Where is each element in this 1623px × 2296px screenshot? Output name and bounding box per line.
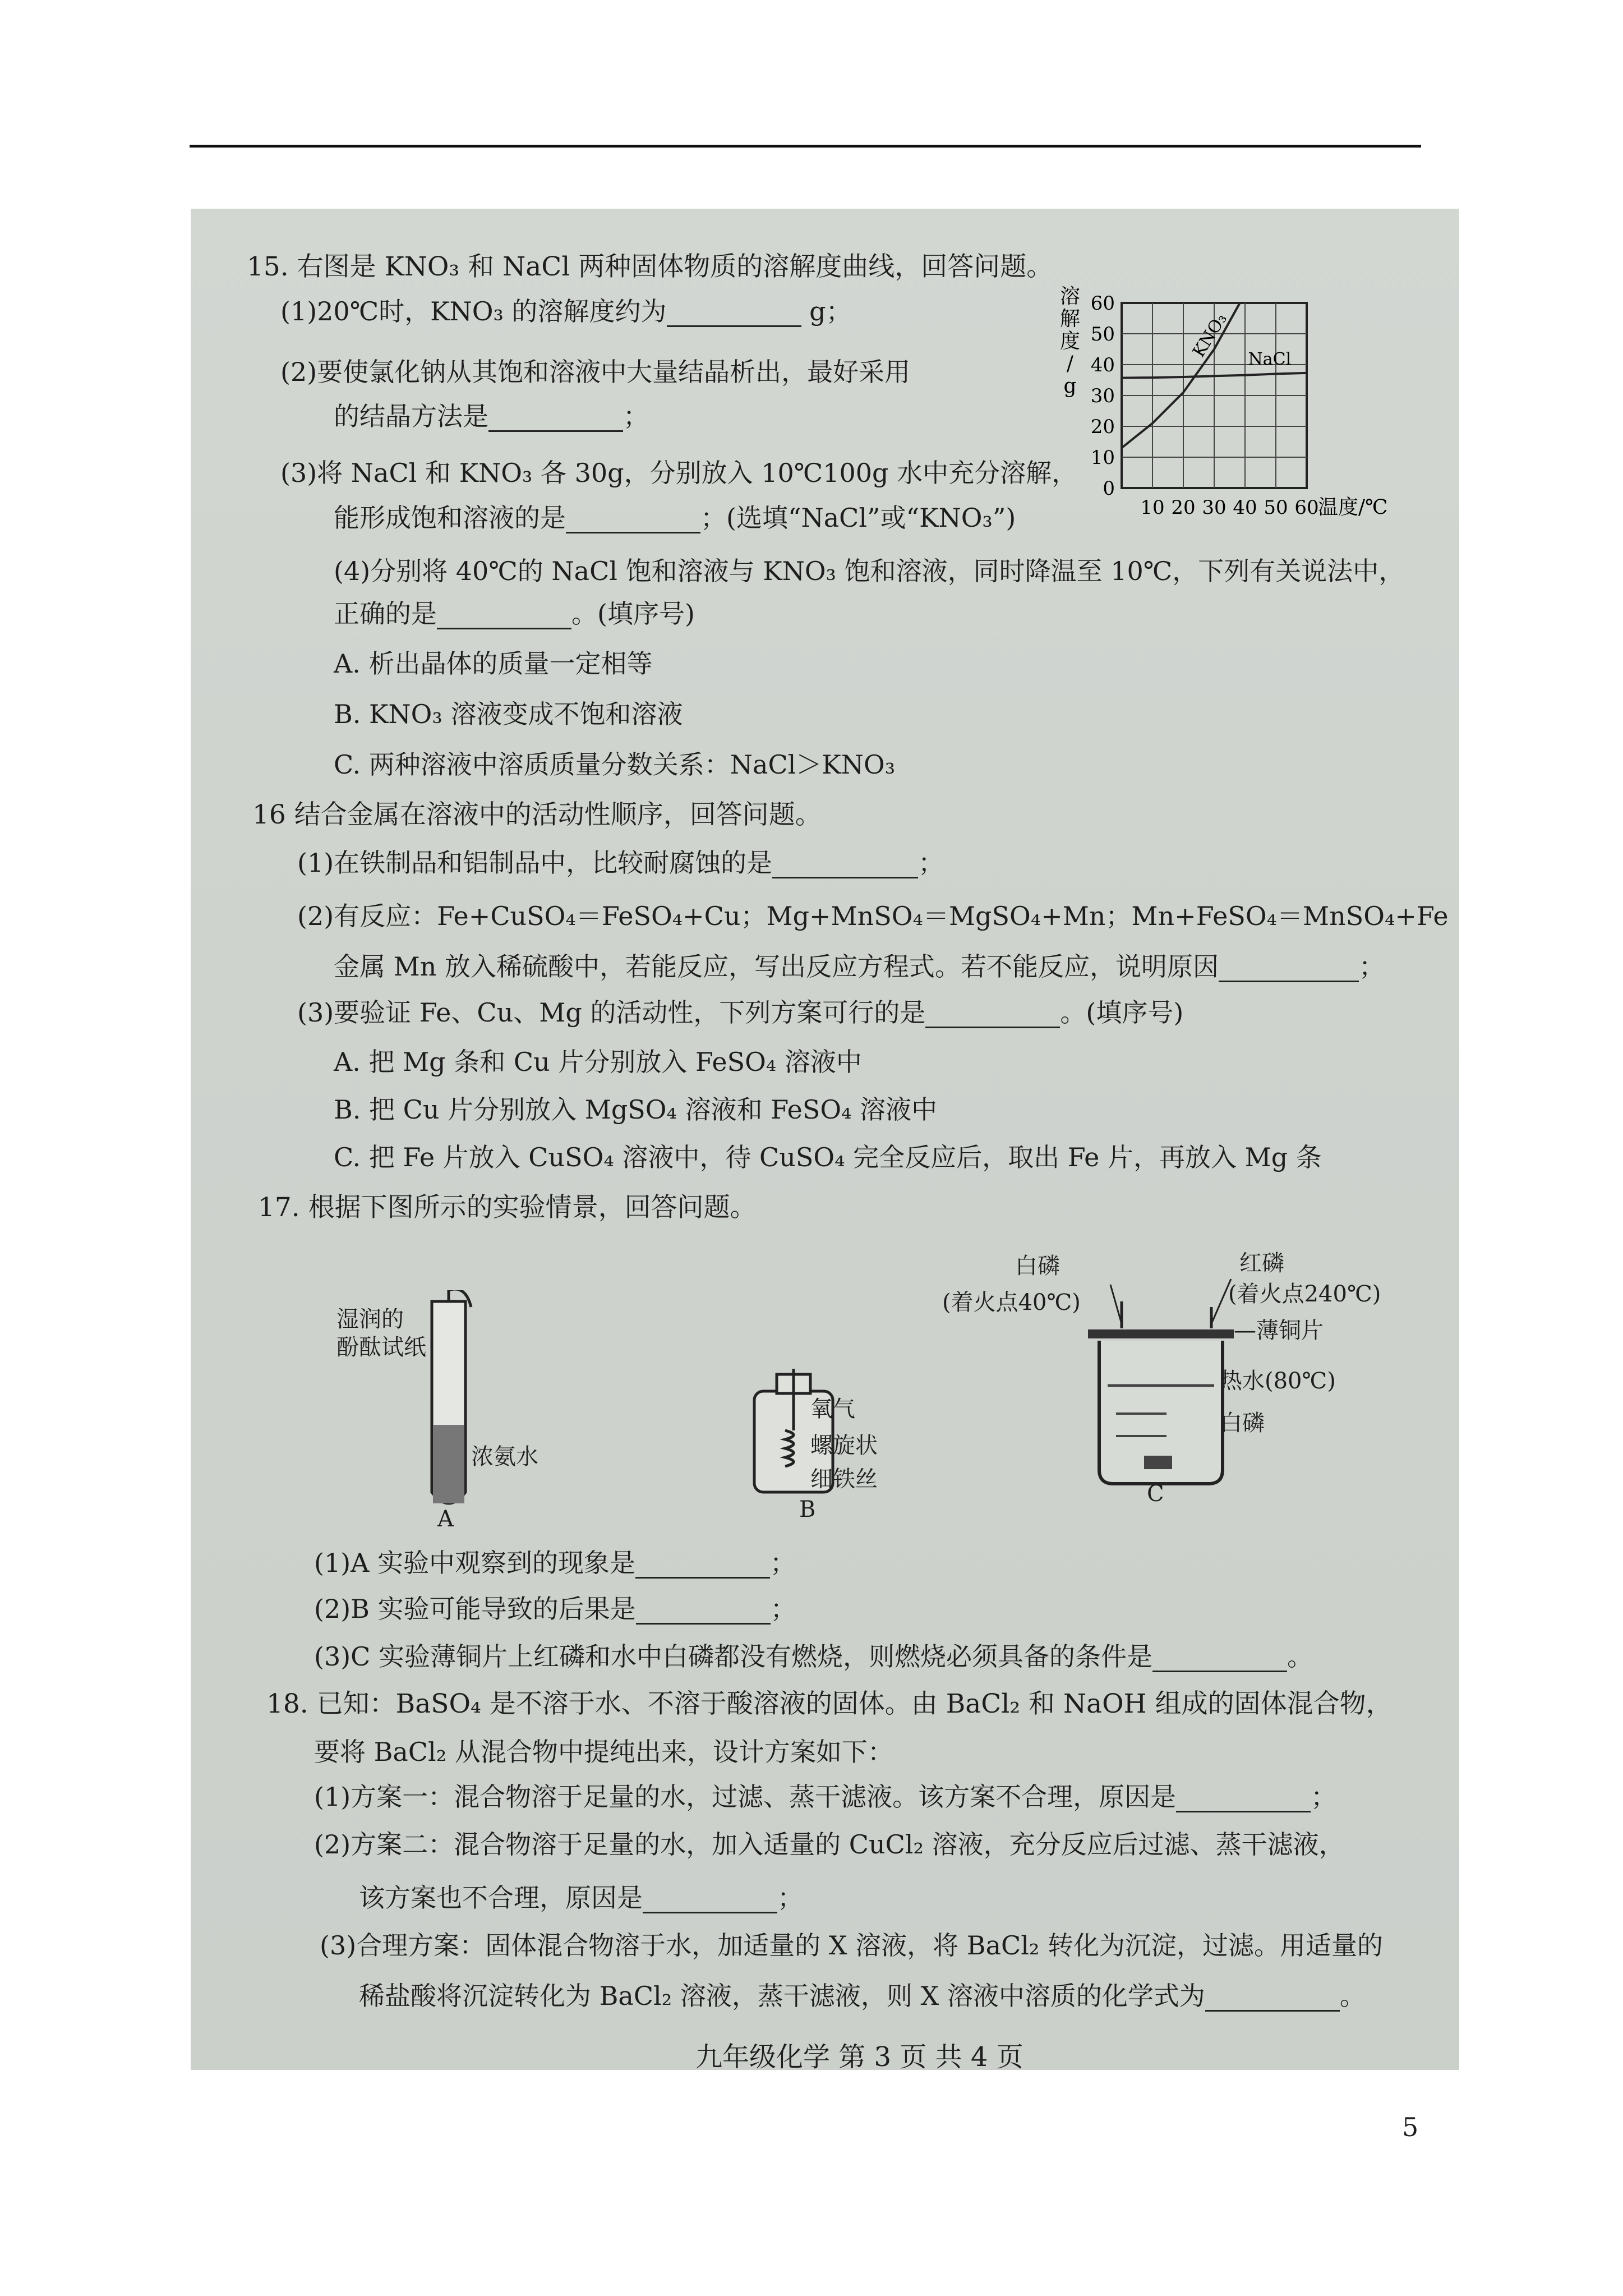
fig-b-caption: B: [799, 1497, 816, 1522]
fig-b-label-3: 细铁丝: [810, 1466, 878, 1492]
q18-stem: 18. 已知：BaSO₄ 是不溶于水、不溶于酸溶液的固体。由 BaCl₂ 和 NaOH 组成的固体混合物，: [266, 1688, 1393, 1719]
fig-a-label-2: 酚酞试纸: [336, 1335, 426, 1360]
fig-a-caption: A: [437, 1506, 454, 1532]
q17-part3: (3)C 实验薄铜片上红磷和水中白磷都没有燃烧，则燃烧必须具备的条件是 。: [314, 1641, 1313, 1672]
answer-blank[interactable]: [566, 509, 700, 533]
answer-blank[interactable]: [636, 1600, 771, 1625]
q15-option-a: A. 析出晶体的质量一定相等: [334, 648, 653, 679]
fig-c-red-p: 红磷: [1239, 1250, 1284, 1276]
answer-blank[interactable]: [643, 1889, 777, 1913]
answer-blank[interactable]: [488, 408, 623, 432]
fig-b-label-2: 螺旋状: [810, 1433, 878, 1458]
q15-part2: (2)要使氯化钠从其饱和溶液中大量结晶析出，最好采用: [280, 357, 911, 387]
chart-ylabel: 度: [1059, 330, 1081, 353]
q16-stem: 16 结合金属在溶液中的活动性顺序，回答问题。: [252, 799, 822, 830]
q15-part3: (3)将 NaCl 和 KNO₃ 各 30g，分别放入 10℃100g 水中充分溶解，: [280, 458, 1078, 488]
answer-blank[interactable]: [1205, 1987, 1340, 2012]
solubility-chart: [1054, 269, 1458, 533]
answer-blank[interactable]: [1152, 1648, 1287, 1672]
figure-a-test-tube: [415, 1290, 494, 1531]
y-tick-label: 20: [1090, 416, 1115, 438]
answer-blank[interactable]: [772, 854, 918, 878]
q18-part3: (3)合理方案：固体混合物溶于水，加适量的 X 溶液，将 BaCl₂ 转化为沉淀，过滤。用适量的: [320, 1930, 1383, 1961]
q15-part2b: 的结晶方法是 ；: [334, 401, 649, 431]
chart-ylabel: /: [1066, 352, 1074, 375]
page-footer: 九年级化学 第 3 页 共 4 页: [695, 2041, 1023, 2073]
y-tick-label: 0: [1103, 477, 1115, 500]
fig-c-red-p-ignition: (着火点240℃): [1228, 1281, 1381, 1307]
q16-part1: (1)在铁制品和铝制品中，比较耐腐蚀的是 ；: [297, 848, 944, 878]
q16-option-c: C. 把 Fe 片放入 CuSO₄ 溶液中，待 CuSO₄ 完全反应后，取出 Fe 片，再放入 Mg 条: [334, 1142, 1322, 1172]
q16-option-a: A. 把 Mg 条和 Cu 片分别放入 FeSO₄ 溶液中: [334, 1047, 862, 1077]
q15-part1: (1)20℃时，KNO₃ 的溶解度约为 g；: [280, 296, 852, 326]
answer-blank[interactable]: [1176, 1788, 1311, 1812]
q15-option-c: C. 两种溶液中溶质质量分数关系：NaCl＞KNO₃: [334, 749, 896, 780]
q17-part2: (2)B 实验可能导致的后果是 ；: [314, 1594, 796, 1624]
nacl-series-label: NaCl: [1248, 349, 1292, 369]
q15-part4: (4)分别将 40℃的 NaCl 饱和溶液与 KNO₃ 饱和溶液，同时降温至 10℃，下列有关说法中，: [334, 556, 1405, 586]
answer-blank[interactable]: [635, 1554, 770, 1579]
x-tick-label: 50: [1264, 496, 1288, 519]
fig-c-hot-water: 热水(80℃): [1220, 1368, 1336, 1394]
y-tick-label: 30: [1090, 385, 1115, 407]
q15-stem: 15. 右图是 KNO₃ 和 NaCl 两种固体物质的溶解度曲线，回答问题。: [247, 251, 1053, 282]
page-number: 5: [1402, 2112, 1419, 2142]
y-tick-label: 40: [1090, 354, 1115, 376]
fig-c-white-p-ignition: (着火点40℃): [942, 1290, 1081, 1315]
answer-blank[interactable]: [667, 303, 801, 327]
q17-stem: 17. 根据下图所示的实验情景，回答问题。: [258, 1192, 757, 1223]
x-tick-label: 30: [1202, 496, 1227, 519]
q16-part2: (2)有反应：Fe+CuSO₄＝FeSO₄+Cu；Mg+MnSO₄＝MgSO₄+Mn；Mn+FeSO₄＝MnSO₄+Fe: [297, 901, 1449, 931]
fig-c-caption: C: [1147, 1481, 1164, 1507]
y-tick-label: 60: [1090, 292, 1115, 315]
q15-option-b: B. KNO₃ 溶液变成不饱和溶液: [334, 699, 683, 729]
chart-xlabel: 温度/℃: [1318, 496, 1388, 519]
fig-c-white-p-2: 白磷: [1220, 1410, 1265, 1436]
x-tick-label: 60: [1294, 496, 1319, 519]
top-rule: [190, 145, 1421, 148]
q18-part1: (1)方案一：混合物溶于足量的水，过滤、蒸干滤液。该方案不合理，原因是 ；: [314, 1782, 1337, 1812]
chart-ylabel: g: [1063, 375, 1077, 398]
chart-ylabel: 解: [1059, 307, 1081, 330]
q17-part1: (1)A 实验中观察到的现象是 ；: [314, 1548, 796, 1578]
kno3-series-label: KNO₃: [1189, 310, 1231, 361]
y-tick-label: 10: [1090, 447, 1115, 469]
fig-b-label-1: 氧气: [810, 1396, 855, 1422]
q15-part4b: 正确的是 。(填序号): [334, 599, 695, 629]
q16-part2b: 金属 Mn 放入稀硫酸中，若能反应，写出反应方程式。若不能反应，说明原因 ；: [334, 951, 1385, 982]
q18-part2b: 该方案也不合理，原因是 ；: [359, 1883, 803, 1913]
q16-option-b: B. 把 Cu 片分别放入 MgSO₄ 溶液和 FeSO₄ 溶液中: [334, 1094, 938, 1125]
fig-a-label-3: 浓氨水: [471, 1444, 538, 1470]
answer-blank[interactable]: [925, 1004, 1060, 1028]
q15-part3b: 能形成饱和溶液的是 ；(选填“NaCl”或“KNO₃”): [334, 503, 1016, 533]
q18-part3b: 稀盐酸将沉淀转化为 BaCl₂ 溶液，蒸干滤液，则 X 溶液中溶质的化学式为 。: [359, 1981, 1366, 2011]
answer-blank[interactable]: [1219, 958, 1359, 982]
fig-a-label-1: 湿润的: [336, 1306, 404, 1332]
x-tick-label: 20: [1171, 496, 1196, 519]
q16-part3: (3)要验证 Fe、Cu、Mg 的活动性，下列方案可行的是 。(填序号): [297, 997, 1184, 1028]
fig-c-white-p: 白磷: [1015, 1253, 1060, 1279]
fig-c-copper: —薄铜片: [1234, 1318, 1324, 1343]
x-tick-label: 40: [1233, 496, 1257, 519]
q18-part2: (2)方案二：混合物溶于足量的水，加入适量的 CuCl₂ 溶液，充分反应后过滤、蒸干滤液，: [314, 1829, 1345, 1860]
chart-ylabel: 溶: [1059, 285, 1081, 308]
answer-blank[interactable]: [437, 605, 571, 629]
y-tick-label: 50: [1090, 323, 1115, 346]
x-tick-label: 10: [1140, 496, 1165, 519]
q18-stem-2: 要将 BaCl₂ 从混合物中提纯出来，设计方案如下：: [314, 1737, 893, 1767]
